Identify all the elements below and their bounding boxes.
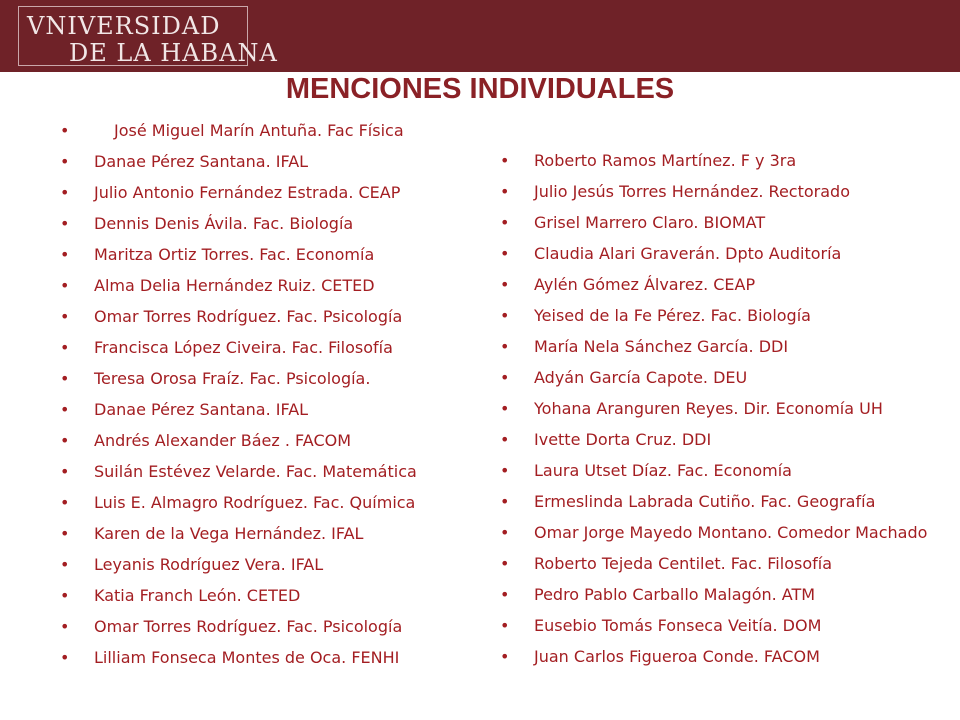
logo-line-2: DE LA HABANA [69,39,278,67]
list-item: • Lilliam Fonseca Montes de Oca. FENHI [60,647,460,668]
list-item: • Pedro Pablo Carballo Malagón. ATM [500,584,940,605]
logo-line-1: VNIVERSIDAD [27,12,221,40]
list-item: • Karen de la Vega Hernández. IFAL [60,523,460,544]
list-item: • Luis E. Almagro Rodríguez. Fac. Química [60,492,460,513]
list-item: • Dennis Denis Ávila. Fac. Biología [60,213,460,234]
list-item: • Leyanis Rodríguez Vera. IFAL [60,554,460,575]
list-item: • Yohana Aranguren Reyes. Dir. Economía UH [500,398,940,419]
list-item: • Ivette Dorta Cruz. DDI [500,429,940,450]
list-item: • Julio Jesús Torres Hernández. Rectorado [500,181,940,202]
list-item: • Danae Pérez Santana. IFAL [60,151,460,172]
list-item: • Katia Franch León. CETED [60,585,460,606]
left-mentions-list [60,120,460,678]
list-item: • Ermeslinda Labrada Cutiño. Fac. Geografía [500,491,940,512]
list-item: • Suilán Estévez Velarde. Fac. Matemática [60,461,460,482]
list-item: • María Nela Sánchez García. DDI [500,336,940,357]
header-bar [0,0,960,72]
list-item: • Laura Utset Díaz. Fac. Economía [500,460,940,481]
list-item: • Roberto Ramos Martínez. F y 3ra [500,150,940,171]
university-logo [18,6,278,67]
list-item: • José Miguel Marín Antuña. Fac Física [60,120,460,141]
list-item: • Juan Carlos Figueroa Conde. FACOM [500,646,940,667]
list-item: • Maritza Ortiz Torres. Fac. Economía [60,244,460,265]
list-item: • Julio Antonio Fernández Estrada. CEAP [60,182,460,203]
list-item: • Andrés Alexander Báez . FACOM [60,430,460,451]
list-item: • Grisel Marrero Claro. BIOMAT [500,212,940,233]
list-item: • Adyán García Capote. DEU [500,367,940,388]
list-item: • Aylén Gómez Álvarez. CEAP [500,274,940,295]
list-item: • Roberto Tejeda Centilet. Fac. Filosofía [500,553,940,574]
list-item: • Omar Torres Rodríguez. Fac. Psicología [60,306,460,327]
list-item: • Yeised de la Fe Pérez. Fac. Biología [500,305,940,326]
list-item: • Danae Pérez Santana. IFAL [60,399,460,420]
list-item: • Alma Delia Hernández Ruiz. CETED [60,275,460,296]
list-item: • Omar Torres Rodríguez. Fac. Psicología [60,616,460,637]
list-item: • Omar Jorge Mayedo Montano. Comedor Machado [500,522,940,543]
list-item: • Francisca López Civeira. Fac. Filosofía [60,337,460,358]
right-mentions-list [500,150,940,677]
page-title: MENCIONES INDIVIDUALES [285,73,675,105]
list-item: • Teresa Orosa Fraíz. Fac. Psicología. [60,368,460,389]
list-item: • Eusebio Tomás Fonseca Veitía. DOM [500,615,940,636]
list-item: • Claudia Alari Graverán. Dpto Auditoría [500,243,940,264]
